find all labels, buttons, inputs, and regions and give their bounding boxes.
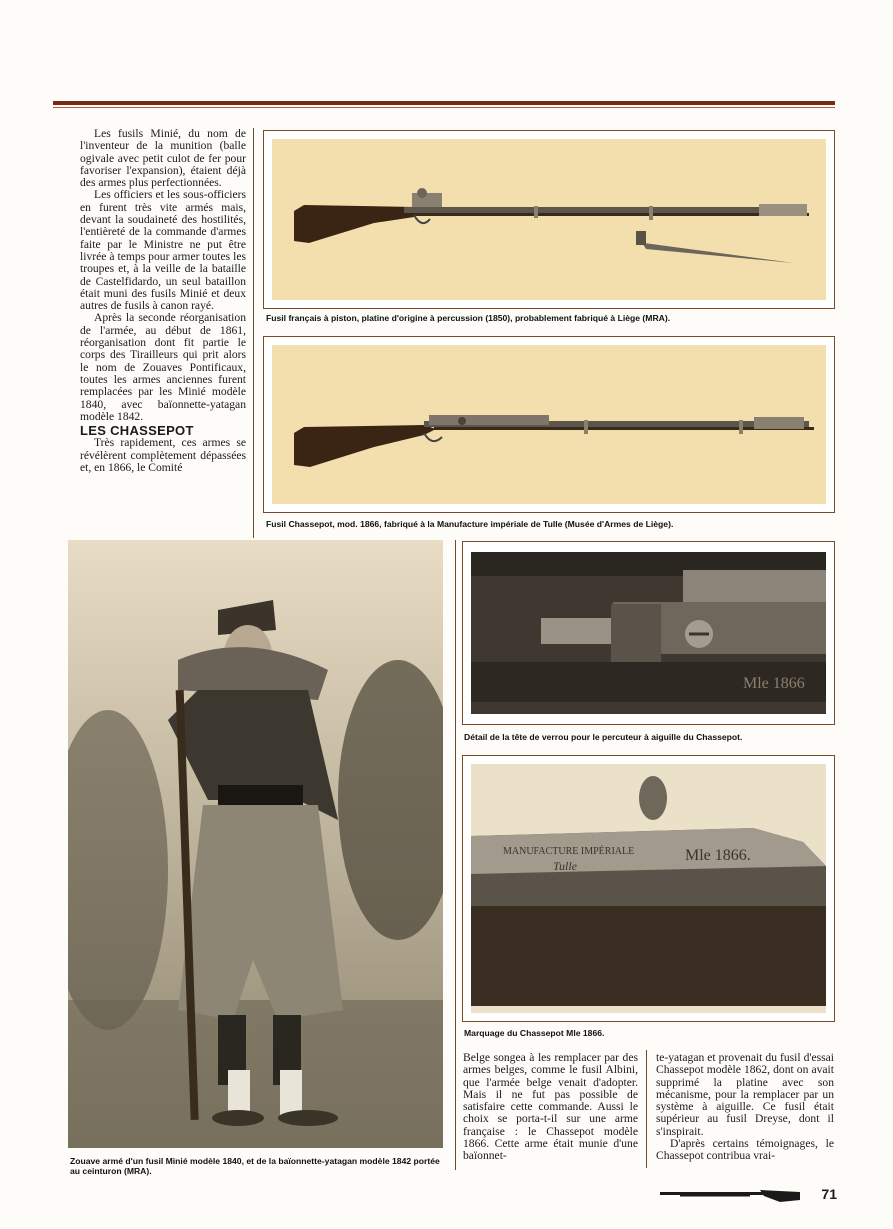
column-rule xyxy=(646,1050,647,1168)
marking-line-1: MANUFACTURE IMPÉRIALE xyxy=(503,846,635,857)
rifle-2-caption: Fusil Chassepot, mod. 1866, fabriqué à la Manufacture impériale de Tulle (Musée d'Armes de Liège). xyxy=(266,519,674,529)
zouave-caption: Zouave armé d'un fusil Minié modèle 1840, et de la baïonnette-yatagan modèle 1842 portée au ceinturon (MRA). xyxy=(70,1156,440,1176)
paragraph: Belge songea à les remplacer par des armes belges, comme le fusil Albini, que l'armée belge venait d'adopter. Mais il ne fut pas possible de satisfaire cette commande. Aussi le choix se porta-t-il sur une arme française : le Chassepot modèle 1866. Cette arme était munie d'une baïonnet- xyxy=(463,1051,638,1163)
header-rule xyxy=(53,101,835,105)
column-rule xyxy=(253,128,254,538)
zouave-portrait-image xyxy=(68,540,443,1148)
bolt-mark-text: Mle 1866 xyxy=(743,675,805,692)
marking-photo-frame xyxy=(462,755,835,1022)
page-number: 71 xyxy=(821,1186,837,1202)
paragraph: te-yatagan et provenait du fusil d'essai Chassepot modèle 1862, dont on avait supprimé la platine avec son mécanisme, pour la remplacer par un système à aiguille. Ce fusil était supérieur au fusil Dreyse, dont il s'inspirait. xyxy=(656,1051,834,1138)
paragraph: Les officiers et les sous-officiers en furent très vite armés mais, devant la soudaineté des hostilités, l'entièreté de la commande d'armes faite par le Ministre ne put être livrée à temps pour armer toutes les troupes et, à la veille de la bataille de Castelfidardo, un seul bataillon était muni des fusils Minié et deux autres de fusils à canon rayé. xyxy=(80,188,246,313)
paragraph: D'après certains témoignages, le Chassepot contribua vrai- xyxy=(656,1137,834,1163)
paragraph: Les fusils Minié, du nom de l'inventeur de la munition (balle ogivale avec petit culot de fer pour favoriser l'expansion), étaient déjà des armes plus perfectionnées. xyxy=(80,127,246,190)
bolt-detail-photo xyxy=(463,542,834,724)
rifle-1-caption: Fusil français à piston, platine d'origine à percussion (1850), probablement fabriqué à Liège (MRA). xyxy=(266,313,671,323)
marking-photo xyxy=(463,756,834,1021)
bolt-detail-photo-frame xyxy=(462,541,835,725)
header-rule-thin xyxy=(53,107,835,108)
rifle-2-photo xyxy=(264,337,834,512)
rifle-2-photo-frame xyxy=(263,336,835,513)
section-heading: LES CHASSEPOT xyxy=(80,423,194,439)
text-column-2 xyxy=(463,1052,638,1163)
marking-caption: Marquage du Chassepot Mle 1866. xyxy=(464,1028,605,1038)
rifle-1-photo-frame xyxy=(263,130,835,309)
column-rule xyxy=(455,540,456,1170)
text-column-1 xyxy=(80,128,246,474)
paragraph: Après la seconde réorganisation de l'armée, au début de 1861, réorganisation dont fit partie le corps des Tirailleurs qui prit alors le nom de Zouaves Pontificaux, toutes les armes anciennes furent remplacées par les Minié modèle 1840, avec baïonnette-yatagan modèle 1842. xyxy=(80,311,246,423)
paragraph: Très rapidement, ces armes se révélèrent complètement dépassées et, en 1866, le Comité xyxy=(80,436,246,475)
rifle-1-photo xyxy=(264,131,834,308)
marking-model: Mle 1866. xyxy=(685,847,751,864)
zouave-portrait-photo xyxy=(68,540,443,1148)
rifle-icon xyxy=(660,1188,800,1204)
text-column-3 xyxy=(656,1052,834,1163)
marking-line-2: Tulle xyxy=(553,859,578,873)
bolt-caption: Détail de la tête de verrou pour le percuteur à aiguille du Chassepot. xyxy=(464,732,743,742)
